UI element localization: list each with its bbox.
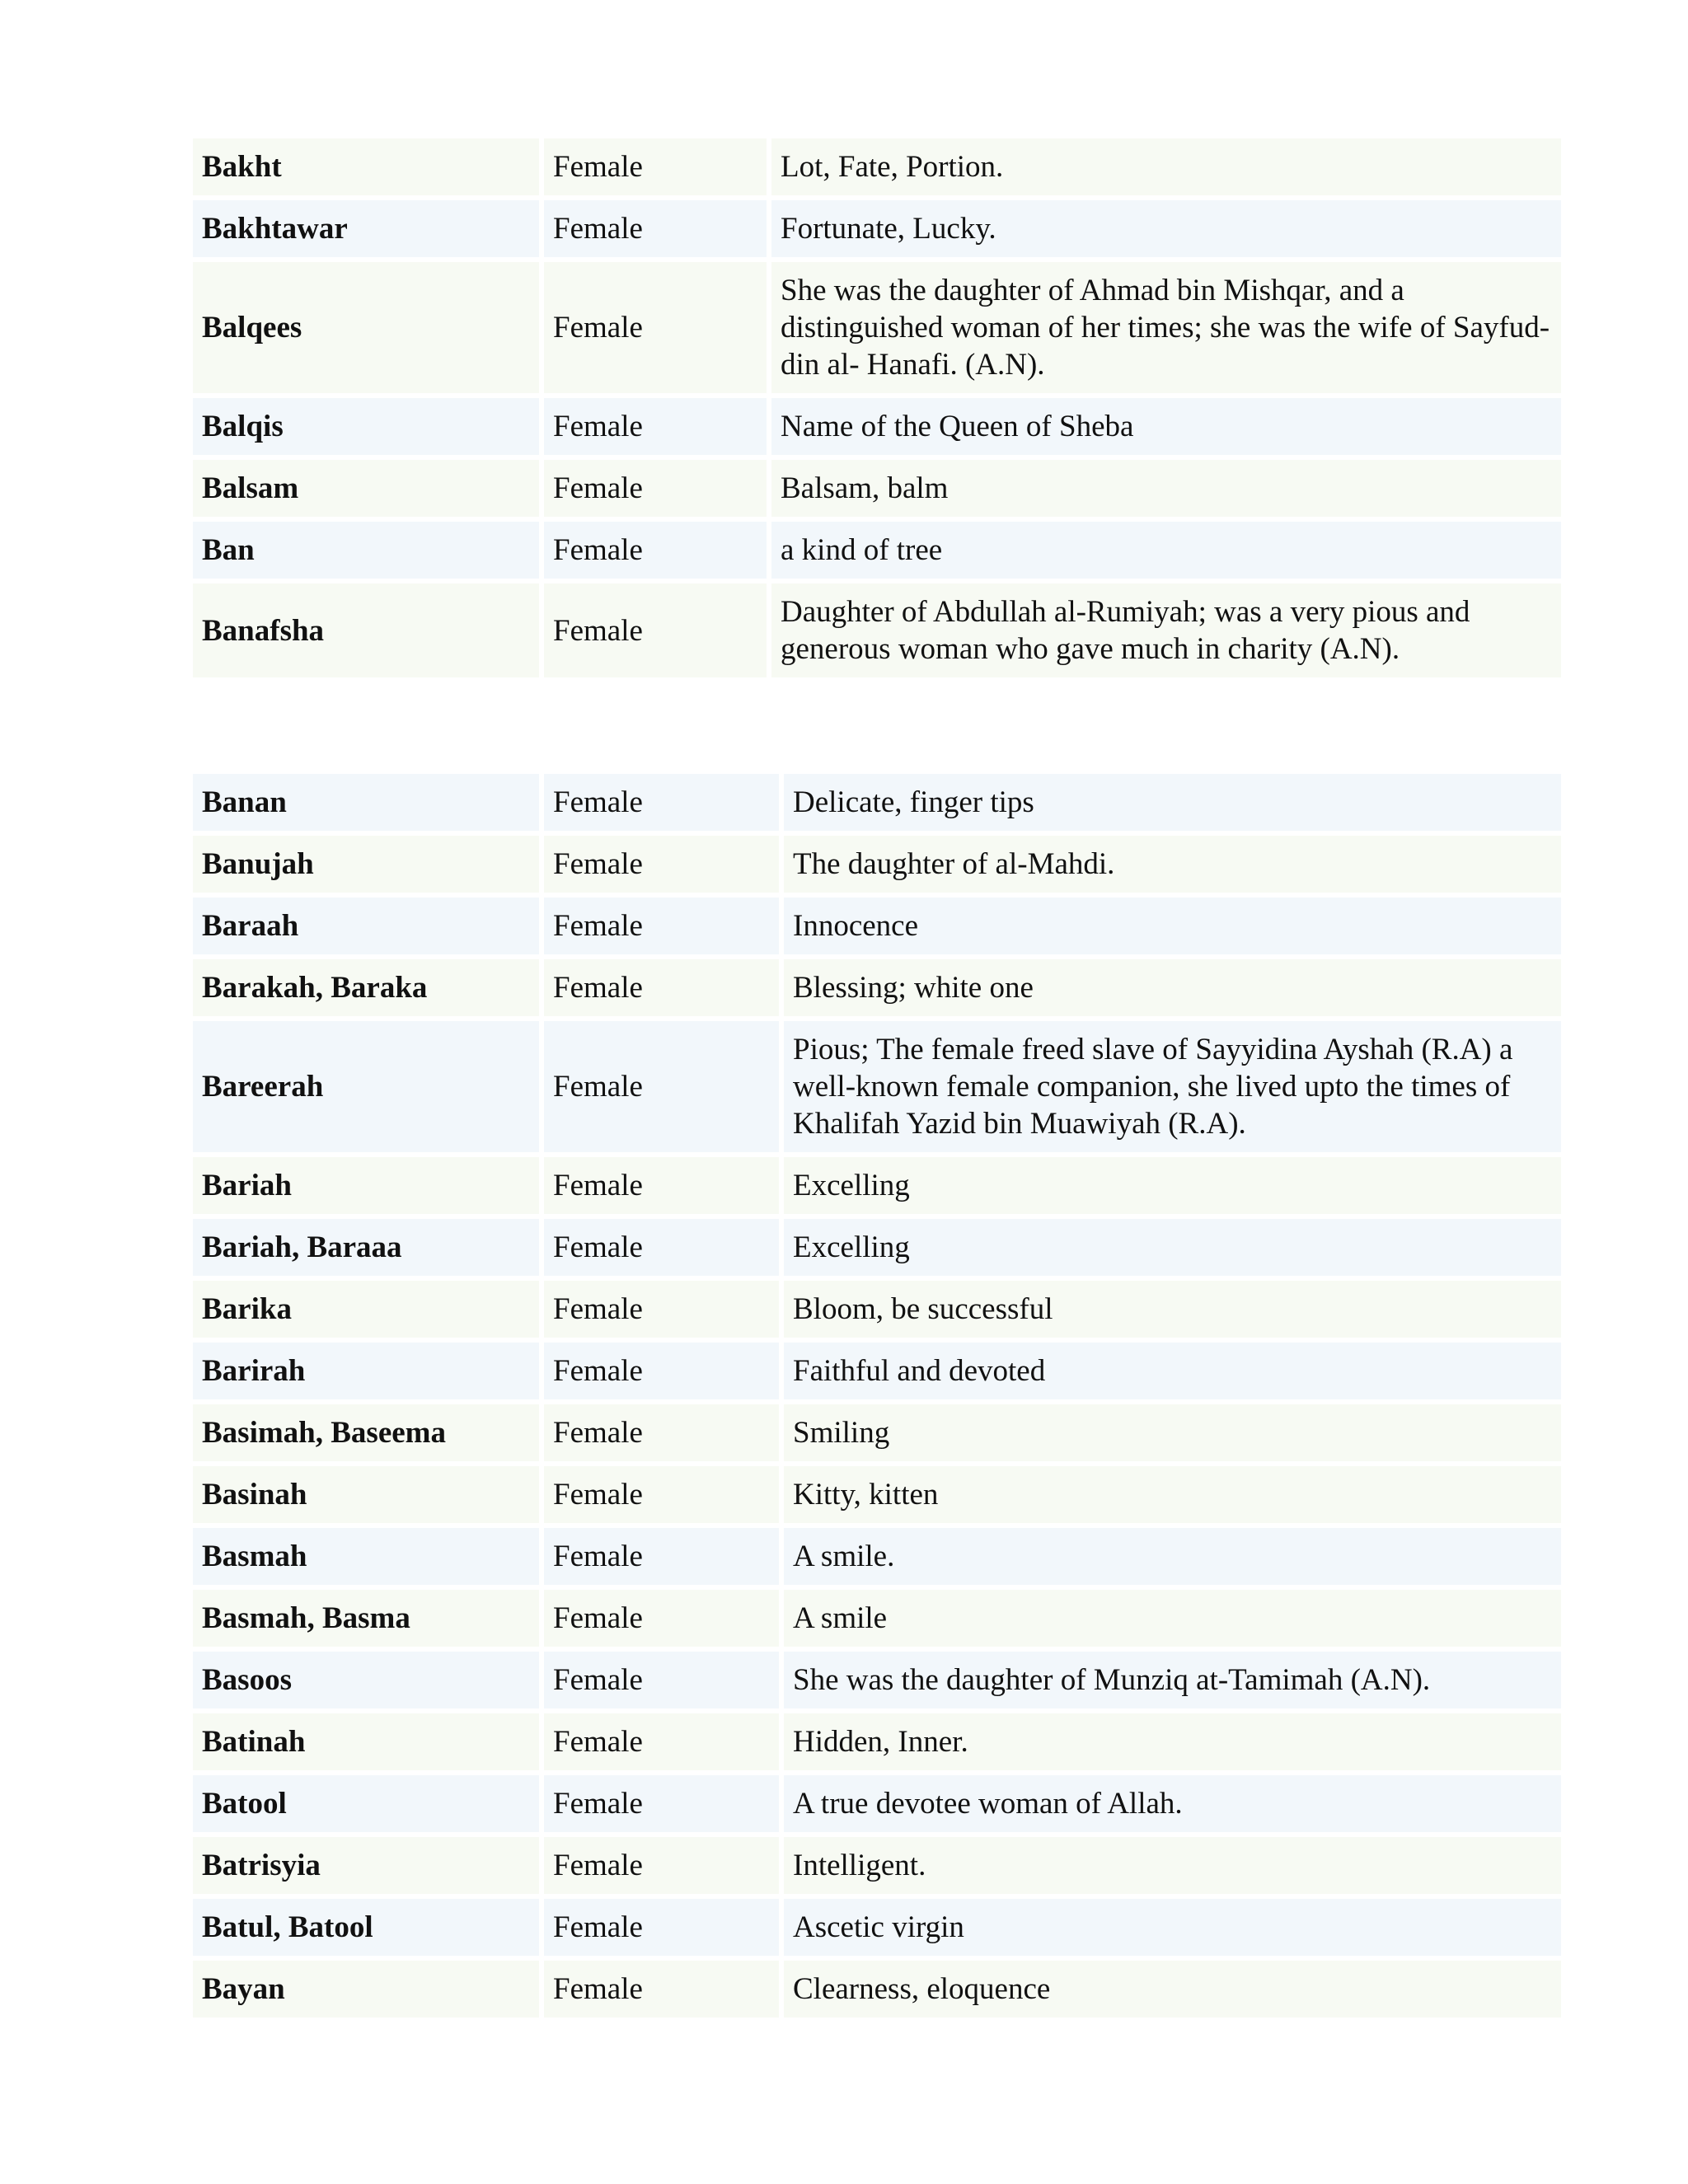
table-row [193,1899,1561,1956]
name-cell: Barika [193,1281,539,1338]
table-row [193,1466,1561,1523]
meaning-cell: The daughter of al-Mahdi. [784,836,1561,893]
gender-cell: Female [544,1961,779,2018]
meaning-cell: Bloom, be successful [784,1281,1561,1338]
name-cell: Bakhtawar [193,200,539,257]
table-row [193,398,1561,455]
name-cell: Batul, Batool [193,1899,539,1956]
meaning-cell: Faithful and devoted [784,1343,1561,1399]
name-cell: Bareerah [193,1021,539,1152]
table-row [193,460,1561,517]
meaning-cell: She was the daughter of Munziq at-Tamimah (A.N). [784,1652,1561,1708]
meaning-cell: Innocence [784,898,1561,954]
table-row [193,898,1561,954]
gender-cell: Female [544,959,779,1016]
meaning-cell: Hidden, Inner. [784,1713,1561,1770]
name-cell: Barakah, Baraka [193,959,539,1016]
table-row [193,200,1561,257]
gender-cell: Female [544,1652,779,1708]
meaning-cell: Delicate, finger tips [784,774,1561,831]
gender-cell: Female [544,774,779,831]
meaning-cell: Pious; The female freed slave of Sayyidina Ayshah (R.A) a well-known female companion, she lived upto the times of Khalifah Yazid bin Muawiyah (R.A). [784,1021,1561,1152]
meaning-cell: Fortunate, Lucky. [771,200,1561,257]
meaning-cell: A smile [784,1590,1561,1647]
name-cell: Balqis [193,398,539,455]
name-cell: Bakht [193,138,539,195]
gender-cell: Female [544,1219,779,1276]
meaning-cell: Name of the Queen of Sheba [771,398,1561,455]
gender-cell: Female [544,262,767,393]
table-row [193,1219,1561,1276]
gender-cell: Female [544,138,767,195]
name-cell: Banujah [193,836,539,893]
name-cell: Banan [193,774,539,831]
meaning-cell: Lot, Fate, Portion. [771,138,1561,195]
name-cell: Baraah [193,898,539,954]
name-cell: Basmah [193,1528,539,1585]
table-row [193,836,1561,893]
table-row [193,959,1561,1016]
gender-cell: Female [544,898,779,954]
names-table-body [193,138,1561,677]
name-cell: Batinah [193,1713,539,1770]
gender-cell: Female [544,1466,779,1523]
gender-cell: Female [544,1157,779,1214]
gender-cell: Female [544,460,767,517]
gender-cell: Female [544,1404,779,1461]
meaning-cell: Daughter of Abdullah al-Rumiyah; was a very pious and generous woman who gave much in charity (A.N). [771,583,1561,677]
name-cell: Balqees [193,262,539,393]
gender-cell: Female [544,398,767,455]
name-cell: Basoos [193,1652,539,1708]
name-cell: Basinah [193,1466,539,1523]
meaning-cell: Excelling [784,1219,1561,1276]
table-row [193,1837,1561,1894]
table-row [193,1713,1561,1770]
name-cell: Batool [193,1775,539,1832]
meaning-cell: Smiling [784,1404,1561,1461]
name-cell: Balsam [193,460,539,517]
gender-cell: Female [544,1775,779,1832]
names-table-body [193,774,1561,2018]
gender-cell: Female [544,836,779,893]
table-row [193,1021,1561,1152]
gender-cell: Female [544,200,767,257]
meaning-cell: Clearness, eloquence [784,1961,1561,2018]
gender-cell: Female [544,1899,779,1956]
names-table [188,769,1566,2022]
name-cell: Banafsha [193,583,539,677]
meaning-cell: A smile. [784,1528,1561,1585]
table-row [193,1961,1561,2018]
meaning-cell: Ascetic virgin [784,1899,1561,1956]
name-cell: Barirah [193,1343,539,1399]
table-row [193,262,1561,393]
meaning-cell: A true devotee woman of Allah. [784,1775,1561,1832]
meaning-cell: Excelling [784,1157,1561,1214]
name-cell: Bariah, Baraaa [193,1219,539,1276]
table-row [193,522,1561,579]
name-cell: Bayan [193,1961,539,2018]
table-row [193,1528,1561,1585]
table-row [193,138,1561,195]
gender-cell: Female [544,1590,779,1647]
gender-cell: Female [544,1713,779,1770]
name-cell: Batrisyia [193,1837,539,1894]
table-row [193,1652,1561,1708]
gender-cell: Female [544,1281,779,1338]
meaning-cell: She was the daughter of Ahmad bin Mishqar, and a distinguished woman of her times; she was the wife of Sayfud-din al- Hanafi. (A.N). [771,262,1561,393]
table-row [193,1281,1561,1338]
meaning-cell: a kind of tree [771,522,1561,579]
gender-cell: Female [544,1343,779,1399]
gender-cell: Female [544,583,767,677]
gender-cell: Female [544,1021,779,1152]
meaning-cell: Blessing; white one [784,959,1561,1016]
table-row [193,774,1561,831]
names-table [188,134,1566,682]
gender-cell: Female [544,1837,779,1894]
name-cell: Bariah [193,1157,539,1214]
name-cell: Basmah, Basma [193,1590,539,1647]
table-row [193,583,1561,677]
meaning-cell: Kitty, kitten [784,1466,1561,1523]
table-row [193,1157,1561,1214]
table-row [193,1590,1561,1647]
table-row [193,1343,1561,1399]
gender-cell: Female [544,1528,779,1585]
meaning-cell: Balsam, balm [771,460,1561,517]
meaning-cell: Intelligent. [784,1837,1561,1894]
gender-cell: Female [544,522,767,579]
name-cell: Basimah, Baseema [193,1404,539,1461]
table-row [193,1775,1561,1832]
name-cell: Ban [193,522,539,579]
table-row [193,1404,1561,1461]
